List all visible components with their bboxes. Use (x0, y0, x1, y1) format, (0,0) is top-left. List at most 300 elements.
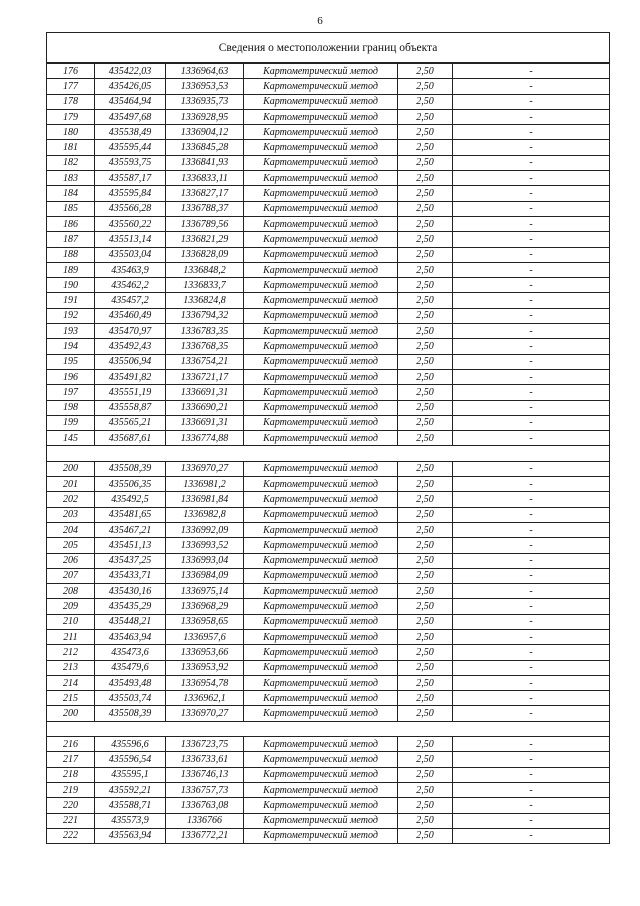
table-row (47, 614, 610, 629)
accuracy-cell: 2,50 (398, 568, 453, 583)
table-row (47, 599, 610, 614)
point-number-cell: 211 (47, 629, 95, 644)
table-row (47, 369, 610, 384)
method-cell: Картометрический метод (244, 171, 398, 186)
x-coordinate-cell: 435493,48 (95, 675, 166, 690)
table-row (47, 262, 610, 277)
y-coordinate-cell: 1336953,53 (166, 79, 244, 94)
x-coordinate-cell: 435467,21 (95, 522, 166, 537)
note-cell: - (453, 171, 610, 186)
y-coordinate-cell: 1336691,31 (166, 385, 244, 400)
note-cell: - (453, 599, 610, 614)
note-cell: - (453, 63, 610, 79)
note-cell: - (453, 94, 610, 109)
note-cell: - (453, 339, 610, 354)
accuracy-cell: 2,50 (398, 324, 453, 339)
note-cell: - (453, 293, 610, 308)
method-cell: Картометрический метод (244, 324, 398, 339)
point-number-cell: 219 (47, 782, 95, 797)
table-row (47, 400, 610, 415)
method-cell: Картометрический метод (244, 706, 398, 721)
method-cell: Картометрический метод (244, 125, 398, 140)
table-row (47, 216, 610, 231)
accuracy-cell: 2,50 (398, 247, 453, 262)
accuracy-cell: 2,50 (398, 94, 453, 109)
point-number-cell: 194 (47, 339, 95, 354)
point-number-cell: 192 (47, 308, 95, 323)
note-cell: - (453, 737, 610, 752)
separator-row (47, 721, 610, 736)
title-row (47, 33, 610, 64)
accuracy-cell: 2,50 (398, 216, 453, 231)
table-row (47, 125, 610, 140)
y-coordinate-cell: 1336789,56 (166, 216, 244, 231)
table-row (47, 201, 610, 216)
accuracy-cell: 2,50 (398, 614, 453, 629)
point-number-cell: 210 (47, 614, 95, 629)
y-coordinate-cell: 1336993,52 (166, 538, 244, 553)
y-coordinate-cell: 1336828,09 (166, 247, 244, 262)
point-number-cell: 222 (47, 828, 95, 843)
point-number-cell: 190 (47, 278, 95, 293)
note-cell: - (453, 278, 610, 293)
accuracy-cell: 2,50 (398, 431, 453, 446)
x-coordinate-cell: 435506,35 (95, 477, 166, 492)
accuracy-cell: 2,50 (398, 599, 453, 614)
point-number-cell: 200 (47, 461, 95, 476)
y-coordinate-cell: 1336768,35 (166, 339, 244, 354)
table-row (47, 553, 610, 568)
note-cell: - (453, 507, 610, 522)
method-cell: Картометрический метод (244, 752, 398, 767)
method-cell: Картометрический метод (244, 813, 398, 828)
x-coordinate-cell: 435460,49 (95, 308, 166, 323)
method-cell: Картометрический метод (244, 538, 398, 553)
table-row (47, 155, 610, 170)
x-coordinate-cell: 435463,9 (95, 262, 166, 277)
y-coordinate-cell: 1336993,04 (166, 553, 244, 568)
y-coordinate-cell: 1336904,12 (166, 125, 244, 140)
note-cell: - (453, 584, 610, 599)
method-cell: Картометрический метод (244, 385, 398, 400)
accuracy-cell: 2,50 (398, 232, 453, 247)
method-cell: Картометрический метод (244, 599, 398, 614)
accuracy-cell: 2,50 (398, 706, 453, 721)
x-coordinate-cell: 435508,39 (95, 706, 166, 721)
table-row (47, 507, 610, 522)
y-coordinate-cell: 1336827,17 (166, 186, 244, 201)
accuracy-cell: 2,50 (398, 675, 453, 690)
method-cell: Картометрический метод (244, 629, 398, 644)
x-coordinate-cell: 435538,49 (95, 125, 166, 140)
method-cell: Картометрический метод (244, 155, 398, 170)
boundary-coordinates-table (46, 32, 610, 844)
table-row (47, 660, 610, 675)
note-cell: - (453, 247, 610, 262)
table-row (47, 247, 610, 262)
note-cell: - (453, 431, 610, 446)
y-coordinate-cell: 1336733,61 (166, 752, 244, 767)
x-coordinate-cell: 435566,28 (95, 201, 166, 216)
note-cell: - (453, 461, 610, 476)
note-cell: - (453, 614, 610, 629)
accuracy-cell: 2,50 (398, 461, 453, 476)
y-coordinate-cell: 1336957,6 (166, 629, 244, 644)
accuracy-cell: 2,50 (398, 645, 453, 660)
method-cell: Картометрический метод (244, 614, 398, 629)
point-number-cell: 209 (47, 599, 95, 614)
method-cell: Картометрический метод (244, 232, 398, 247)
note-cell: - (453, 324, 610, 339)
y-coordinate-cell: 1336774,88 (166, 431, 244, 446)
accuracy-cell: 2,50 (398, 385, 453, 400)
note-cell: - (453, 522, 610, 537)
point-number-cell: 220 (47, 798, 95, 813)
method-cell: Картометрический метод (244, 400, 398, 415)
method-cell: Картометрический метод (244, 94, 398, 109)
y-coordinate-cell: 1336970,27 (166, 461, 244, 476)
y-coordinate-cell: 1336841,93 (166, 155, 244, 170)
accuracy-cell: 2,50 (398, 737, 453, 752)
accuracy-cell: 2,50 (398, 691, 453, 706)
point-number-cell: 182 (47, 155, 95, 170)
method-cell: Картометрический метод (244, 737, 398, 752)
y-coordinate-cell: 1336962,1 (166, 691, 244, 706)
table-row (47, 645, 610, 660)
point-number-cell: 206 (47, 553, 95, 568)
point-number-cell: 183 (47, 171, 95, 186)
accuracy-cell: 2,50 (398, 63, 453, 79)
table-row (47, 538, 610, 553)
method-cell: Картометрический метод (244, 767, 398, 782)
y-coordinate-cell: 1336953,66 (166, 645, 244, 660)
method-cell: Картометрический метод (244, 247, 398, 262)
accuracy-cell: 2,50 (398, 186, 453, 201)
x-coordinate-cell: 435448,21 (95, 614, 166, 629)
method-cell: Картометрический метод (244, 339, 398, 354)
note-cell: - (453, 262, 610, 277)
x-coordinate-cell: 435492,5 (95, 492, 166, 507)
note-cell: - (453, 232, 610, 247)
table-row (47, 415, 610, 430)
table-row (47, 385, 610, 400)
accuracy-cell: 2,50 (398, 507, 453, 522)
y-coordinate-cell: 1336848,2 (166, 262, 244, 277)
method-cell: Картометрический метод (244, 553, 398, 568)
table-row (47, 752, 610, 767)
note-cell: - (453, 538, 610, 553)
accuracy-cell: 2,50 (398, 492, 453, 507)
y-coordinate-cell: 1336746,13 (166, 767, 244, 782)
accuracy-cell: 2,50 (398, 308, 453, 323)
note-cell: - (453, 828, 610, 843)
y-coordinate-cell: 1336723,75 (166, 737, 244, 752)
accuracy-cell: 2,50 (398, 201, 453, 216)
table-row (47, 324, 610, 339)
point-number-cell: 181 (47, 140, 95, 155)
note-cell: - (453, 415, 610, 430)
x-coordinate-cell: 435551,19 (95, 385, 166, 400)
point-number-cell: 180 (47, 125, 95, 140)
note-cell: - (453, 675, 610, 690)
x-coordinate-cell: 435503,04 (95, 247, 166, 262)
point-number-cell: 218 (47, 767, 95, 782)
method-cell: Картометрический метод (244, 584, 398, 599)
table-row (47, 79, 610, 94)
x-coordinate-cell: 435470,97 (95, 324, 166, 339)
note-cell: - (453, 155, 610, 170)
x-coordinate-cell: 435463,94 (95, 629, 166, 644)
table-row (47, 354, 610, 369)
x-coordinate-cell: 435506,94 (95, 354, 166, 369)
y-coordinate-cell: 1336824,8 (166, 293, 244, 308)
method-cell: Картометрический метод (244, 660, 398, 675)
point-number-cell: 202 (47, 492, 95, 507)
accuracy-cell: 2,50 (398, 813, 453, 828)
table-row (47, 171, 610, 186)
table-row (47, 584, 610, 599)
x-coordinate-cell: 435503,74 (95, 691, 166, 706)
method-cell: Картометрический метод (244, 798, 398, 813)
method-cell: Картометрический метод (244, 675, 398, 690)
table-row (47, 461, 610, 476)
point-number-cell: 214 (47, 675, 95, 690)
method-cell: Картометрический метод (244, 568, 398, 583)
x-coordinate-cell: 435595,84 (95, 186, 166, 201)
accuracy-cell: 2,50 (398, 415, 453, 430)
x-coordinate-cell: 435422,03 (95, 63, 166, 79)
point-number-cell: 208 (47, 584, 95, 599)
table-row (47, 767, 610, 782)
note-cell: - (453, 186, 610, 201)
x-coordinate-cell: 435457,2 (95, 293, 166, 308)
method-cell: Картометрический метод (244, 522, 398, 537)
table-title: Сведения о местоположении границ объекта (47, 33, 610, 64)
x-coordinate-cell: 435560,22 (95, 216, 166, 231)
method-cell: Картометрический метод (244, 293, 398, 308)
table-row (47, 568, 610, 583)
point-number-cell: 193 (47, 324, 95, 339)
table-row (47, 737, 610, 752)
note-cell: - (453, 568, 610, 583)
accuracy-cell: 2,50 (398, 752, 453, 767)
x-coordinate-cell: 435462,2 (95, 278, 166, 293)
x-coordinate-cell: 435435,29 (95, 599, 166, 614)
separator-cell (47, 721, 610, 736)
point-number-cell: 179 (47, 109, 95, 124)
x-coordinate-cell: 435595,44 (95, 140, 166, 155)
point-number-cell: 204 (47, 522, 95, 537)
note-cell: - (453, 660, 610, 675)
method-cell: Картометрический метод (244, 782, 398, 797)
method-cell: Картометрический метод (244, 109, 398, 124)
table-row (47, 63, 610, 79)
y-coordinate-cell: 1336788,37 (166, 201, 244, 216)
y-coordinate-cell: 1336766 (166, 813, 244, 828)
point-number-cell: 196 (47, 369, 95, 384)
x-coordinate-cell: 435508,39 (95, 461, 166, 476)
note-cell: - (453, 400, 610, 415)
accuracy-cell: 2,50 (398, 629, 453, 644)
table-row (47, 308, 610, 323)
table-row (47, 828, 610, 843)
method-cell: Картометрический метод (244, 140, 398, 155)
method-cell: Картометрический метод (244, 461, 398, 476)
y-coordinate-cell: 1336928,95 (166, 109, 244, 124)
method-cell: Картометрический метод (244, 308, 398, 323)
note-cell: - (453, 216, 610, 231)
point-number-cell: 188 (47, 247, 95, 262)
y-coordinate-cell: 1336968,29 (166, 599, 244, 614)
accuracy-cell: 2,50 (398, 660, 453, 675)
method-cell: Картометрический метод (244, 201, 398, 216)
table-row (47, 691, 610, 706)
point-number-cell: 213 (47, 660, 95, 675)
point-number-cell: 205 (47, 538, 95, 553)
point-number-cell: 184 (47, 186, 95, 201)
method-cell: Картометрический метод (244, 369, 398, 384)
y-coordinate-cell: 1336691,31 (166, 415, 244, 430)
note-cell: - (453, 79, 610, 94)
point-number-cell: 203 (47, 507, 95, 522)
point-number-cell: 200 (47, 706, 95, 721)
note-cell: - (453, 553, 610, 568)
accuracy-cell: 2,50 (398, 278, 453, 293)
accuracy-cell: 2,50 (398, 782, 453, 797)
page-number: 6 (317, 15, 323, 27)
accuracy-cell: 2,50 (398, 140, 453, 155)
point-number-cell: 198 (47, 400, 95, 415)
x-coordinate-cell: 435497,68 (95, 109, 166, 124)
y-coordinate-cell: 1336833,7 (166, 278, 244, 293)
x-coordinate-cell: 435593,75 (95, 155, 166, 170)
point-number-cell: 201 (47, 477, 95, 492)
y-coordinate-cell: 1336964,63 (166, 63, 244, 79)
method-cell: Картометрический метод (244, 477, 398, 492)
accuracy-cell: 2,50 (398, 584, 453, 599)
y-coordinate-cell: 1336975,14 (166, 584, 244, 599)
method-cell: Картометрический метод (244, 415, 398, 430)
method-cell: Картометрический метод (244, 262, 398, 277)
y-coordinate-cell: 1336992,09 (166, 522, 244, 537)
y-coordinate-cell: 1336833,11 (166, 171, 244, 186)
accuracy-cell: 2,50 (398, 553, 453, 568)
x-coordinate-cell: 435596,6 (95, 737, 166, 752)
x-coordinate-cell: 435565,21 (95, 415, 166, 430)
table-row (47, 492, 610, 507)
method-cell: Картометрический метод (244, 431, 398, 446)
x-coordinate-cell: 435587,17 (95, 171, 166, 186)
table-header (47, 33, 610, 64)
x-coordinate-cell: 435687,61 (95, 431, 166, 446)
x-coordinate-cell: 435563,94 (95, 828, 166, 843)
table-row (47, 339, 610, 354)
method-cell: Картометрический метод (244, 216, 398, 231)
x-coordinate-cell: 435433,71 (95, 568, 166, 583)
accuracy-cell: 2,50 (398, 155, 453, 170)
x-coordinate-cell: 435492,43 (95, 339, 166, 354)
point-number-cell: 195 (47, 354, 95, 369)
y-coordinate-cell: 1336953,92 (166, 660, 244, 675)
x-coordinate-cell: 435481,65 (95, 507, 166, 522)
note-cell: - (453, 492, 610, 507)
x-coordinate-cell: 435451,13 (95, 538, 166, 553)
table-row (47, 186, 610, 201)
x-coordinate-cell: 435596,54 (95, 752, 166, 767)
y-coordinate-cell: 1336757,73 (166, 782, 244, 797)
x-coordinate-cell: 435558,87 (95, 400, 166, 415)
table-row (47, 232, 610, 247)
note-cell: - (453, 477, 610, 492)
accuracy-cell: 2,50 (398, 767, 453, 782)
point-number-cell: 221 (47, 813, 95, 828)
note-cell: - (453, 691, 610, 706)
point-number-cell: 215 (47, 691, 95, 706)
method-cell: Картометрический метод (244, 492, 398, 507)
x-coordinate-cell: 435491,82 (95, 369, 166, 384)
table-body (47, 63, 610, 844)
accuracy-cell: 2,50 (398, 339, 453, 354)
note-cell: - (453, 140, 610, 155)
note-cell: - (453, 752, 610, 767)
y-coordinate-cell: 1336821,29 (166, 232, 244, 247)
note-cell: - (453, 813, 610, 828)
accuracy-cell: 2,50 (398, 293, 453, 308)
note-cell: - (453, 201, 610, 216)
note-cell: - (453, 798, 610, 813)
y-coordinate-cell: 1336958,65 (166, 614, 244, 629)
table-row (47, 675, 610, 690)
point-number-cell: 199 (47, 415, 95, 430)
y-coordinate-cell: 1336982,8 (166, 507, 244, 522)
method-cell: Картометрический метод (244, 645, 398, 660)
note-cell: - (453, 125, 610, 140)
y-coordinate-cell: 1336845,28 (166, 140, 244, 155)
y-coordinate-cell: 1336970,27 (166, 706, 244, 721)
method-cell: Картометрический метод (244, 354, 398, 369)
note-cell: - (453, 629, 610, 644)
y-coordinate-cell: 1336754,21 (166, 354, 244, 369)
x-coordinate-cell: 435592,21 (95, 782, 166, 797)
method-cell: Картометрический метод (244, 691, 398, 706)
separator-row (47, 446, 610, 461)
accuracy-cell: 2,50 (398, 125, 453, 140)
note-cell: - (453, 782, 610, 797)
point-number-cell: 186 (47, 216, 95, 231)
accuracy-cell: 2,50 (398, 369, 453, 384)
method-cell: Картометрический метод (244, 507, 398, 522)
table-row (47, 109, 610, 124)
note-cell: - (453, 385, 610, 400)
method-cell: Картометрический метод (244, 63, 398, 79)
point-number-cell: 177 (47, 79, 95, 94)
accuracy-cell: 2,50 (398, 522, 453, 537)
accuracy-cell: 2,50 (398, 400, 453, 415)
point-number-cell: 187 (47, 232, 95, 247)
x-coordinate-cell: 435595,1 (95, 767, 166, 782)
table-row (47, 813, 610, 828)
x-coordinate-cell: 435426,05 (95, 79, 166, 94)
table-row (47, 782, 610, 797)
table-row (47, 94, 610, 109)
x-coordinate-cell: 435473,6 (95, 645, 166, 660)
accuracy-cell: 2,50 (398, 798, 453, 813)
table-row (47, 431, 610, 446)
point-number-cell: 191 (47, 293, 95, 308)
method-cell: Картометрический метод (244, 79, 398, 94)
method-cell: Картометрический метод (244, 828, 398, 843)
accuracy-cell: 2,50 (398, 828, 453, 843)
